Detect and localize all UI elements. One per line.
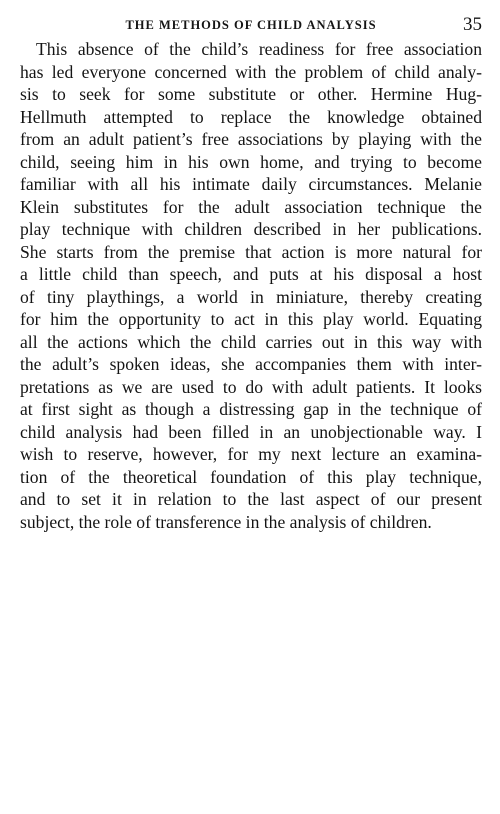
text-line: of tiny playthings, a world in miniature, thereby creating <box>20 286 482 307</box>
text-line: and to set it in relation to the last aspect of our present <box>20 489 482 509</box>
running-title: THE METHODS OF CHILD ANALYSIS <box>125 18 377 32</box>
text-line: child analysis had been filled in an unobjectionable way. I <box>20 421 482 442</box>
text-line: child, seeing him in his own home, and trying to become <box>20 151 482 172</box>
text-line: at first sight as though a distressing gap in the technique of <box>20 399 482 419</box>
page-number: 35 <box>463 14 482 35</box>
text-line: She starts from the premise that action is more natural for <box>20 241 482 262</box>
text-line: sis to seek for some substitute or other. Hermine Hug- <box>20 84 482 104</box>
text-line: has led everyone concerned with the problem of child analy- <box>20 61 482 82</box>
running-head <box>20 14 482 38</box>
text-line: a little child than speech, and puts at his disposal a host <box>20 264 482 284</box>
text-line: wish to reserve, however, for my next lecture an examina- <box>20 444 482 464</box>
text-line: familiar with all his intimate daily circumstances. Melanie <box>20 174 482 194</box>
text-line: Hellmuth attempted to replace the knowledge obtained <box>20 106 482 127</box>
text-line: This absence of the child’s readiness for free association <box>36 39 482 59</box>
body-paragraph <box>20 38 482 533</box>
text-line: play technique with children described in her publications. <box>20 219 482 239</box>
text-line: all the actions which the child carries out in this way with <box>20 331 482 352</box>
text-line: pretations as we are used to do with adult patients. It looks <box>20 376 482 397</box>
text-line: subject, the role of transference in the analysis of children. <box>20 511 432 532</box>
text-line: Klein substitutes for the adult association technique the <box>20 196 482 217</box>
text-line: for him the opportunity to act in this play world. Equating <box>20 309 482 329</box>
text-line: tion of the theoretical foundation of this play technique, <box>20 466 482 487</box>
text-line: from an adult patient’s free associations by playing with the <box>20 129 482 149</box>
text-line: the adult’s spoken ideas, she accompanies them with inter- <box>20 354 482 374</box>
